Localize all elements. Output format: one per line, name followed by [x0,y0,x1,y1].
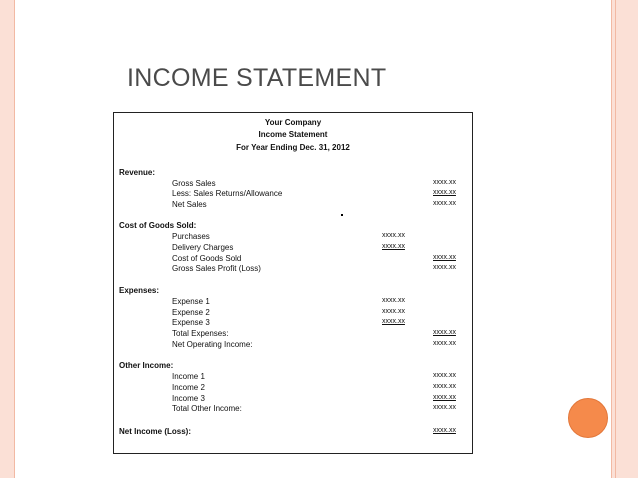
value-expense-1: xxxx.xx [382,297,405,304]
value-purchases: xxxx.xx [382,232,405,239]
section-other-income: Other Income: [119,361,174,370]
line-net-sales: Net Sales [172,200,207,209]
section-cogs: Cost of Goods Sold: [119,221,197,230]
line-purchases: Purchases [172,232,210,241]
line-income-1: Income 1 [172,372,205,381]
value-net-sales: xxxx.xx [433,200,456,207]
value-income-1: xxxx.xx [433,372,456,379]
slide-title: INCOME STATEMENT [127,64,387,92]
value-gross-sales-profit: xxxx.xx [433,264,456,271]
line-income-3: Income 3 [172,394,205,403]
line-expense-1: Expense 1 [172,297,210,306]
value-expense-3: xxxx.xx [382,318,405,325]
line-expense-3: Expense 3 [172,318,210,327]
company-name: Your Company [264,118,322,127]
value-income-3: xxxx.xx [433,394,456,401]
line-total-other-income: Total Other Income: [172,404,242,413]
slide-border-left [0,0,15,478]
value-sales-returns: xxxx.xx [433,189,456,196]
value-delivery-charges: xxxx.xx [382,243,405,250]
section-expenses: Expenses: [119,286,160,295]
slide-border-right-line [615,0,616,478]
value-expense-2: xxxx.xx [382,308,405,315]
line-expense-2: Expense 2 [172,308,210,317]
income-statement-document [113,112,473,454]
stray-dot [341,214,343,216]
value-total-other-income: xxxx.xx [433,404,456,411]
value-net-income: xxxx.xx [433,427,456,434]
statement-name: Income Statement [258,130,328,139]
line-total-expenses: Total Expenses: [172,329,229,338]
line-gross-sales: Gross Sales [172,179,216,188]
line-delivery-charges: Delivery Charges [172,243,234,252]
value-income-2: xxxx.xx [433,383,456,390]
line-net-operating-income: Net Operating Income: [172,340,253,349]
line-cost-of-goods-sold: Cost of Goods Sold [172,254,242,263]
decorative-circle-icon [568,398,608,438]
line-income-2: Income 2 [172,383,205,392]
line-gross-sales-profit: Gross Sales Profit (Loss) [172,264,261,273]
line-sales-returns: Less: Sales Returns/Allowance [172,189,283,198]
value-cost-of-goods-sold: xxxx.xx [433,254,456,261]
section-net-income: Net Income (Loss): [119,427,192,436]
value-total-expenses: xxxx.xx [433,329,456,336]
value-net-operating-income: xxxx.xx [433,340,456,347]
statement-period: For Year Ending Dec. 31, 2012 [236,143,350,152]
section-revenue: Revenue: [119,168,156,177]
value-gross-sales: xxxx.xx [433,179,456,186]
